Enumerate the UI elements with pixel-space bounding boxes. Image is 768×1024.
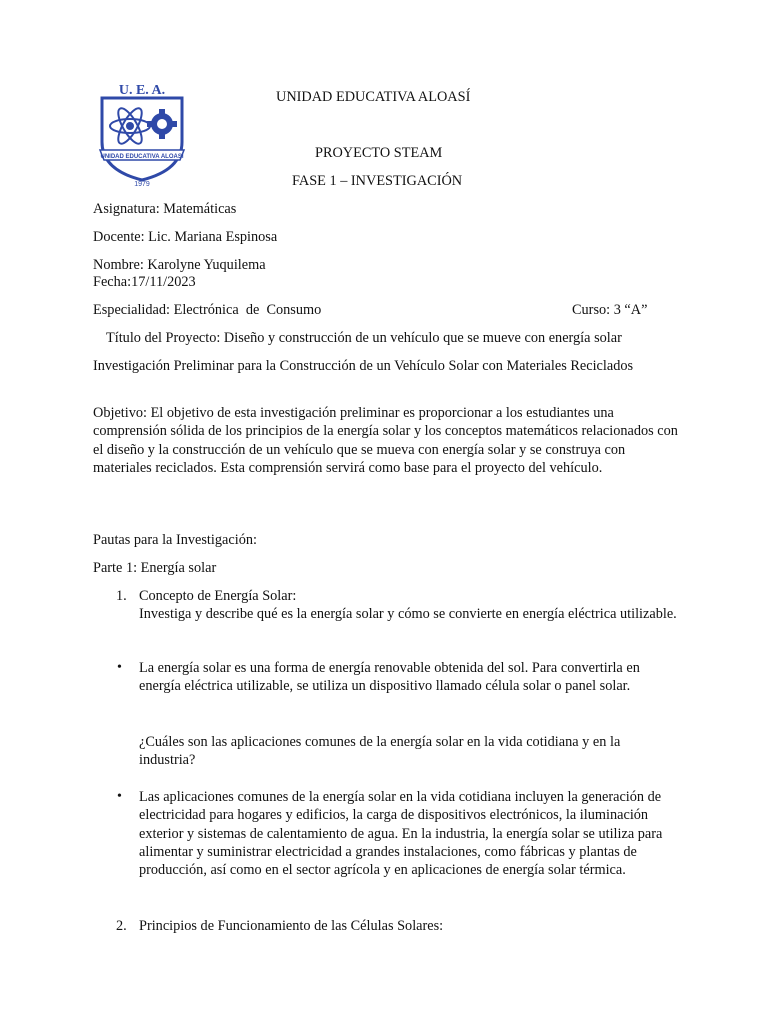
project-name: PROYECTO STEAM	[315, 145, 443, 161]
specialty-line: Especialidad: Electrónica de Consumo	[93, 302, 322, 318]
guidelines-heading: Pautas para la Investigación:	[93, 532, 257, 548]
logo-banner-text: UNIDAD EDUCATIVA ALOASÍ	[100, 154, 184, 160]
logo-year: 1979	[134, 181, 150, 188]
school-name: UNIDAD EDUCATIVA ALOASÍ	[276, 89, 471, 105]
subject-line: Asignatura: Matemáticas	[93, 201, 237, 217]
item1-number: 1.	[116, 588, 127, 604]
investigation-title: Investigación Preliminar para la Construcción de un Vehículo Solar con Materiales Reciclados	[93, 358, 634, 374]
bullet-icon: •	[117, 660, 122, 675]
item1-title: Concepto de Energía Solar:	[139, 588, 297, 604]
question2-text: ¿Cuáles son las aplicaciones comunes de la energía solar en la vida cotidiana y en la industria?	[139, 734, 621, 769]
bullet-icon: •	[117, 789, 122, 804]
bullet2-text: Las aplicaciones comunes de la energía solar en la vida cotidiana incluyen la generación de electricidad para hogares y edificios, la carga de dispositivos electrónicos, la iluminación exterior y sistemas de calentamiento de agua. En la industria, la energía solar se utiliza para alimentar y suministrar electricidad a grandes instalaciones, como fábricas y plantas de producción, así como en el sector agrícola y en aplicaciones de energía solar térmica.	[139, 789, 663, 879]
objective-paragraph: Objetivo: El objetivo de esta investigación preliminar es proporcionar a los estudiantes una comprensión sólida de los principios de la energía solar y los conceptos matemáticos relacionados con el diseño y la construcción de un vehículo que se mueva con energía solar y se construya con materiales reciclados. Esta comprensión servirá como base para el proyecto del vehículo.	[93, 405, 678, 476]
school-logo	[96, 80, 188, 188]
course-line: Curso: 3 “A”	[572, 302, 648, 318]
bullet1-text: La energía solar es una forma de energía renovable obtenida del sol. Para convertirla en energía eléctrica utilizable, se utiliza un dispositivo llamado célula solar o panel solar.	[139, 660, 640, 695]
phase-title: FASE 1 – INVESTIGACIÓN	[292, 173, 463, 189]
item2-number: 2.	[116, 918, 127, 934]
logo-initials: U. E. A.	[118, 83, 166, 98]
part1-heading: Parte 1: Energía solar	[93, 560, 217, 576]
item2-title: Principios de Funcionamiento de las Células Solares:	[139, 918, 444, 934]
project-title-line: Título del Proyecto: Diseño y construcción de un vehículo que se mueve con energía solar	[106, 330, 622, 346]
date-line: Fecha:17/11/2023	[93, 274, 196, 290]
student-name-line: Nombre: Karolyne Yuquilema	[93, 257, 266, 273]
item1-description: Investiga y describe qué es la energía solar y cómo se convierte en energía eléctrica utilizable.	[139, 606, 677, 622]
teacher-line: Docente: Lic. Mariana Espinosa	[93, 229, 278, 245]
